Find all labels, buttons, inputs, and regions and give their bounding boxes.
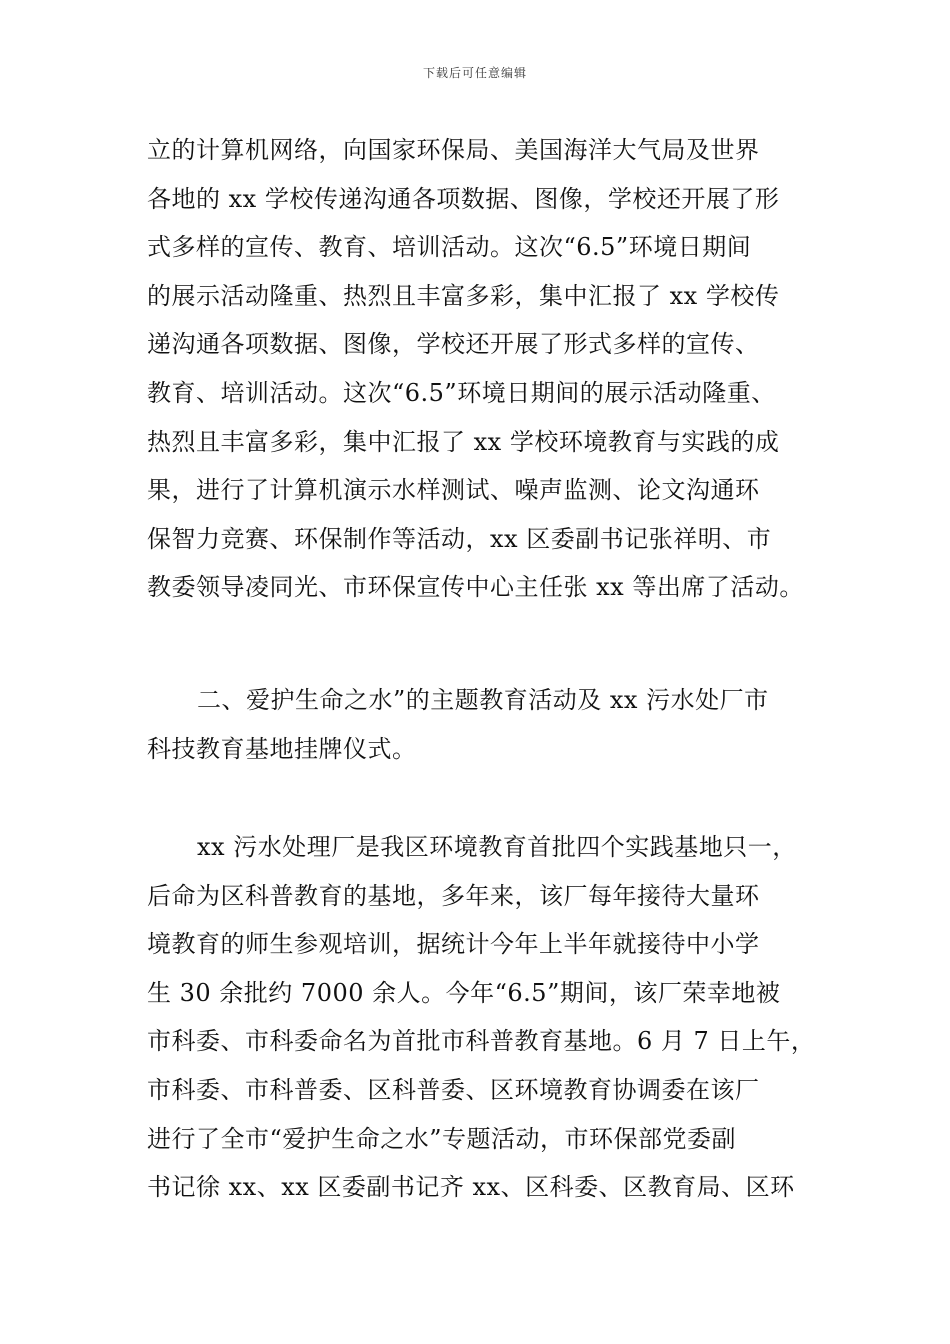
- text-line: 生 30 余批约 7000 余人。今年“6.5”期间，该厂荣幸地被: [147, 978, 781, 1007]
- heading-line: 二、爱护生命之水”的主题教育活动及 xx 污水处厂市: [197, 686, 769, 714]
- text-line: 书记徐 xx、xx 区委副书记齐 xx、区科委、区教育局、区环: [147, 1173, 795, 1202]
- text-line: 热烈且丰富多彩，集中汇报了 xx 学校环境教育与实践的成: [147, 427, 780, 456]
- text-line: 进行了全市“爱护生命之水”专题活动，市环保部党委副: [147, 1124, 737, 1153]
- page-header-note: 下载后可任意编辑: [422, 66, 527, 80]
- paragraph-environment-day: [147, 126, 827, 612]
- heading-line: 科技教育基地挂牌仪式。: [147, 734, 417, 763]
- section-heading-water-activity: [147, 676, 827, 773]
- text-line: 教育、培训活动。这次“6.5”环境日期间的展示活动隆重、: [147, 378, 776, 407]
- text-line: 果，进行了计算机演示水样测试、噪声监测、论文沟通环: [147, 476, 760, 505]
- text-line: 保智力竞赛、环保制作等活动，xx 区委副书记张祥明、市: [147, 524, 772, 553]
- text-line: 市科委、市科普委、区科普委、区环境教育协调委在该厂: [147, 1075, 760, 1104]
- text-line: 式多样的宣传、教育、培训活动。这次“6.5”环境日期间: [147, 233, 752, 262]
- text-line: 的展示活动隆重、热烈且丰富多彩，集中汇报了 xx 学校传: [147, 281, 780, 310]
- text-line: 境教育的师生参观培训，据统计今年上半年就接待中小学: [147, 930, 760, 959]
- text-line: 立的计算机网络，向国家环保局、美国海洋大气局及世界: [147, 136, 760, 164]
- paragraph-sewage-plant: [147, 823, 827, 1212]
- text-line: 市科委、市科委命名为首批市科普教育基地。6 月 7 日上午，: [147, 1027, 816, 1056]
- text-line: 后命为区科普教育的基地，多年来，该厂每年接待大量环: [147, 881, 760, 910]
- text-line: 递沟通各项数据、图像，学校还开展了形式多样的宣传、: [147, 330, 760, 359]
- text-line: xx 污水处理厂是我区环境教育首批四个实践基地只一，: [197, 833, 797, 861]
- text-line: 各地的 xx 学校传递沟通各项数据、图像，学校还开展了形: [147, 184, 780, 213]
- text-line: 教委领导凌同光、市环保宣传中心主任张 xx 等出席了活动。: [147, 573, 804, 602]
